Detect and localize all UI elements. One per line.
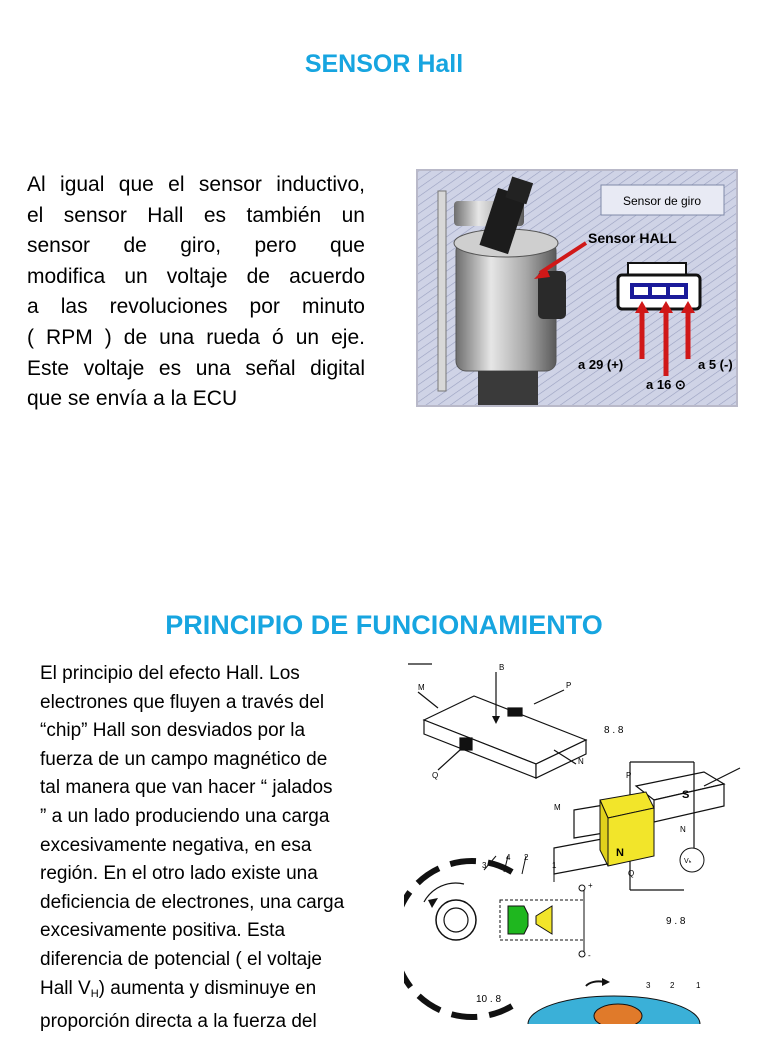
hall-suffix: ) aumenta y disminuye en: [98, 977, 317, 999]
paragraph-line: a las revoluciones por minuto: [27, 295, 365, 319]
paragraph-line: “chip” Hall son desviados por la: [40, 720, 306, 742]
hall-prefix: Hall V: [40, 977, 91, 999]
label-P: P: [566, 681, 572, 690]
label-Q2: Q: [628, 869, 635, 878]
label-P2: P: [626, 771, 632, 780]
paragraph-line: deficiencia de electrones, una carga: [40, 891, 345, 913]
paragraph-line: modifica un voltaje de acuerdo: [27, 264, 365, 288]
paragraph-line: región. En el otro lado existe una: [40, 863, 318, 885]
figure-label-10-8: 10 . 8: [476, 994, 502, 1005]
paragraph-line: tal manera que van hacer “ jalados: [40, 777, 333, 799]
hall-sensor-photo: [416, 169, 738, 407]
label-M: M: [418, 683, 425, 692]
paragraph-line: que se envía a la ECU: [27, 387, 238, 411]
label-n1: 1: [552, 861, 557, 870]
paragraph-line: electrones que fluyen a través del: [40, 691, 325, 713]
label-pin-29: a 29 (+): [578, 357, 624, 372]
paragraph-line: El principio del efecto Hall. Los: [40, 663, 300, 684]
label-n3: 3: [482, 861, 487, 870]
label-M2: M: [554, 803, 561, 812]
label-minus: -: [588, 951, 591, 960]
section-title-sensor-hall: SENSOR Hall: [304, 50, 464, 78]
figure-label-9-8: 9 . 8: [666, 916, 686, 927]
hall-subscript: H: [90, 987, 99, 1000]
label-N3: N: [680, 825, 686, 834]
label-n4: 4: [506, 853, 511, 862]
paragraph-line: sensor de giro, pero que: [27, 234, 365, 258]
paragraph-line: diferencia de potencial ( el voltaje: [40, 948, 323, 970]
paragraph-line: excesivamente positiva. Esta: [40, 920, 286, 942]
label-pin-5: a 5 (-): [698, 357, 733, 372]
label-m1: 1: [696, 981, 701, 990]
caption-sensor-de-giro: Sensor de giro: [622, 194, 702, 208]
label-Q: Q: [432, 771, 439, 780]
paragraph-line: el sensor Hall es también un: [27, 203, 365, 227]
label-n2: 2: [524, 853, 529, 862]
hall-effect-diagram: [404, 660, 744, 1024]
paragraph-line: ( RPM ) de una rueda ó un eje.: [27, 325, 365, 349]
paragraph-line: fuerza de un campo magnético de: [40, 748, 328, 770]
label-m3: 3: [646, 981, 651, 990]
paragraph-principio: [40, 660, 390, 1037]
label-m2: 2: [670, 981, 675, 990]
label-pin-16: a 16 ⊙: [646, 377, 686, 392]
paragraph-line: Este voltaje es una señal digital: [27, 356, 365, 380]
figure-label-8-8: 8 . 8: [604, 725, 624, 736]
label-N2: N: [616, 847, 624, 859]
section-title-principio: PRINCIPIO DE FUNCIONAMIENTO: [165, 610, 603, 640]
label-VH: Vₕ: [684, 858, 692, 865]
paragraph-line: excesivamente negativa, en esa: [40, 834, 312, 856]
label-plus: +: [588, 881, 593, 890]
paragraph-line-hall-voltage: [40, 975, 390, 1009]
label-N: N: [578, 757, 584, 766]
paragraph-sensor-hall: [27, 170, 365, 415]
paragraph-line: proporción directa a la fuerza del: [40, 1011, 317, 1033]
paragraph-line: Al igual que el sensor inductivo,: [27, 173, 365, 196]
label-S: S: [682, 789, 690, 801]
label-B: B: [499, 663, 505, 672]
paragraph-line: ” a un lado produciendo una carga: [40, 805, 330, 827]
label-sensor-hall: Sensor HALL: [588, 230, 677, 246]
